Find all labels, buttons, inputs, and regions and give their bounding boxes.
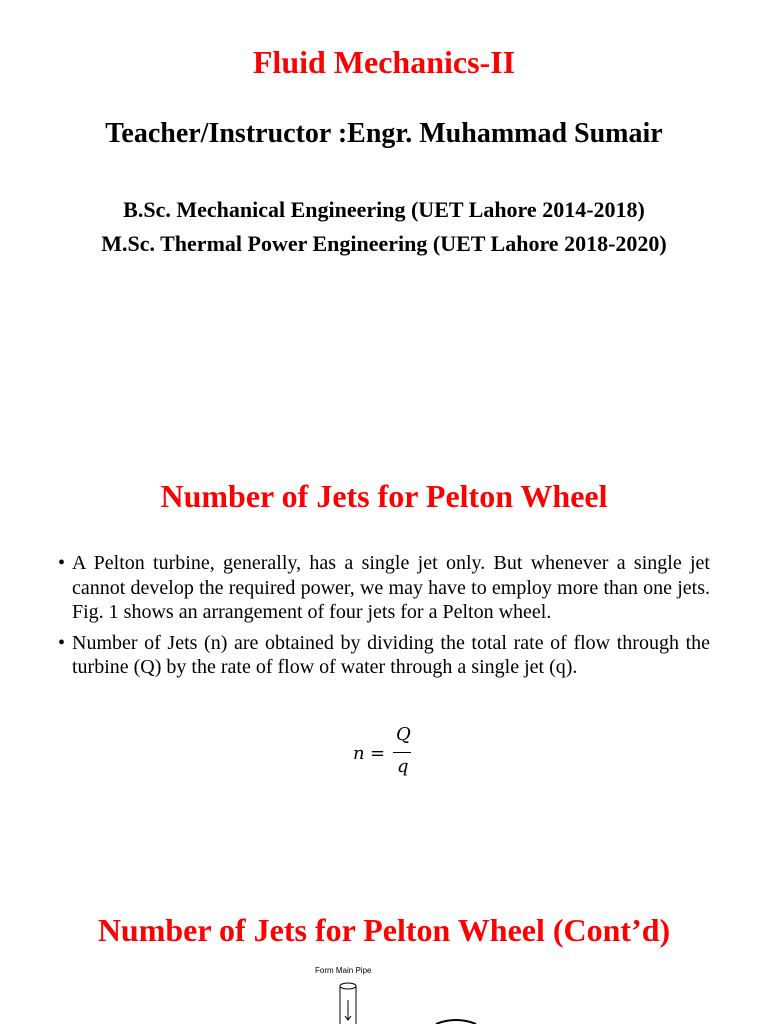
bullet-list: [58, 551, 710, 680]
course-title: Fluid Mechanics-II: [252, 44, 516, 80]
formula-denominator: q: [397, 756, 409, 777]
pipe-opening: [340, 983, 356, 989]
formula-equals: =: [370, 743, 386, 764]
degree-bsc: B.Sc. Mechanical Engineering (UET Lahore 2014-2018): [123, 197, 645, 222]
fraction-bar: [393, 752, 411, 753]
bullet-text: A Pelton turbine, generally, has a single jet only. But whenever a single jet cannot develop the required power, we may have to employ more than one jets. Fig. 1 shows an arrangement of four jets for a Pelton wheel.: [72, 552, 710, 623]
bullet-dot: •: [58, 552, 66, 574]
bullet-item: [58, 631, 710, 680]
wheel-arc: [436, 1020, 476, 1024]
bullet-text: Number of Jets (n) are obtained by dividing the total rate of flow through the turbine (Q) by the rate of flow of water through a single jet (q).: [72, 631, 710, 678]
bullet-item: [58, 551, 710, 625]
pipe-diagram: [300, 962, 500, 1024]
slide-heading: Number of Jets for Pelton Wheel: [160, 478, 608, 514]
slide-title-page: [0, 0, 768, 340]
jets-formula: [353, 722, 423, 782]
figure-label: Form Main Pipe: [315, 966, 372, 975]
instructor-line: Teacher/Instructor :Engr. Muhammad Sumair: [105, 118, 663, 149]
bullet-dot: •: [58, 631, 66, 654]
formula-lhs: n: [353, 743, 365, 764]
formula-numerator: Q: [396, 724, 411, 745]
degree-msc: M.Sc. Thermal Power Engineering (UET Lahore 2018-2020): [101, 231, 667, 256]
slide-heading: Number of Jets for Pelton Wheel (Cont’d): [97, 912, 671, 948]
jets-arrangement-figure: [300, 962, 500, 1024]
